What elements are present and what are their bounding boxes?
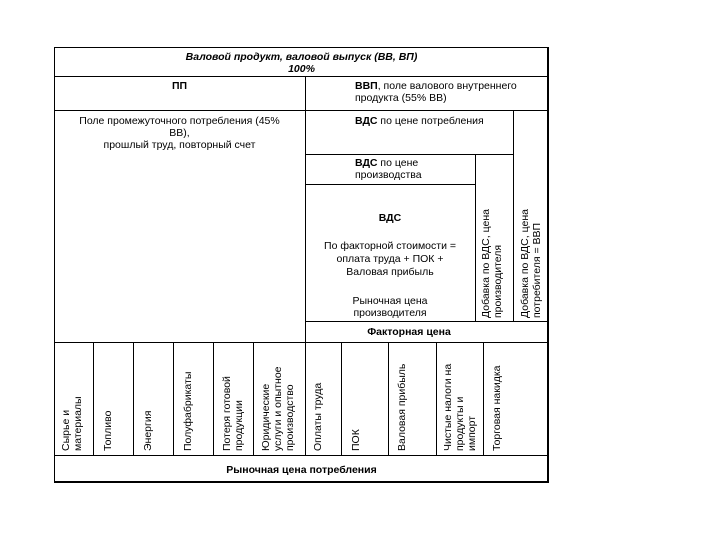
side-col-producer-line1: Добавка по ВДС, цена: [480, 209, 492, 318]
line-above-bottom-columns: [54, 342, 549, 343]
col-text-line: Валовая прибыль: [396, 363, 408, 451]
col-text-line: Топливо: [102, 410, 114, 451]
col-text-line: Оплаты труда: [312, 382, 324, 451]
col-text-line: Энергия: [142, 410, 154, 451]
side-col-consumer: [519, 209, 543, 318]
line-under-row3: [305, 184, 475, 185]
vds-consumer-price: ВДС по цене потребления: [355, 115, 484, 127]
line-above-factor-price: [305, 321, 549, 322]
diagram-title-percent: 100%: [288, 63, 315, 75]
col-legal-services: [260, 366, 296, 451]
col-gross-profit: [396, 364, 408, 451]
col-divider: [341, 342, 342, 455]
col-text-line: Потеря готовой: [221, 376, 233, 451]
intermediate-consumption-line1: Поле промежуточного потребления (45%: [79, 115, 280, 127]
vds-production-price-line2: производства: [355, 169, 422, 181]
col-text-line: продукты и: [454, 396, 466, 451]
vds-title: ВДС: [378, 212, 402, 224]
side-col-producer: [480, 209, 504, 318]
col-text-line: Сырье и: [60, 409, 72, 451]
vvp-label-line2: продукта (55% ВВ): [355, 92, 447, 104]
col-divider: [173, 342, 174, 455]
col-net-taxes: [442, 364, 478, 451]
col-energy: [142, 411, 154, 451]
col-raw-materials: [60, 396, 84, 451]
vvp-label-rest: , поле валового внутреннего: [377, 80, 517, 92]
market-producer-line2: производителя: [353, 307, 427, 319]
col-fuel: [102, 411, 114, 451]
col-text-line: материалы: [72, 396, 84, 451]
col-divider: [305, 342, 306, 455]
col-text-line: Торговая накидка: [491, 365, 503, 451]
side-col-consumer-line1: Добавка по ВДС, цена: [519, 209, 531, 318]
line-above-footer: [54, 455, 549, 456]
factor-price-label: Факторная цена: [367, 326, 451, 338]
col-divider: [133, 342, 134, 455]
line-side-col1: [475, 154, 476, 321]
col-divider: [93, 342, 94, 455]
col-product-loss: [221, 376, 245, 451]
col-semi-finished: [182, 372, 194, 451]
col-pok: [350, 429, 362, 451]
vds-factor-line3: Валовая прибыль: [346, 266, 434, 278]
vvp-label-line1: ВВП, поле валового внутреннего: [355, 80, 517, 92]
side-col-producer-line2: производителя: [492, 244, 504, 318]
line-side-col2: [513, 110, 514, 321]
col-text-line: Чистые налоги на: [442, 363, 454, 451]
line-under-row1: [54, 110, 549, 111]
col-text-line: продукции: [233, 400, 245, 451]
vds-factor-line1: По факторной стоимости =: [324, 240, 456, 252]
pp-label: ПП: [171, 80, 188, 92]
col-trade-markup: [491, 365, 503, 451]
col-divider: [436, 342, 437, 455]
intermediate-consumption-line3: прошлый труд, повторный счет: [103, 139, 256, 151]
col-divider: [388, 342, 389, 455]
col-text-line: производство: [284, 384, 296, 451]
col-text-line: ПОК: [350, 429, 362, 451]
vds-production-price-line1: ВДС по цене: [355, 157, 419, 169]
col-divider: [213, 342, 214, 455]
col-text-line: услуги и опытное: [272, 366, 284, 451]
col-text-line: Юридические: [260, 383, 272, 451]
footer-market-consumer-price: Рыночная цена потребления: [226, 464, 377, 476]
vds-factor-line2: оплата труда + ПОК +: [336, 253, 444, 265]
col-divider: [483, 342, 484, 455]
col-text-line: Полуфабрикаты: [182, 371, 194, 451]
side-col-consumer-line2: потребителя = ВВП: [531, 222, 543, 318]
market-producer-line1: Рыночная цена: [352, 295, 428, 307]
line-under-row2: [305, 154, 513, 155]
intermediate-consumption-line2: ВВ),: [169, 127, 190, 139]
line-under-header: [54, 76, 549, 77]
col-divider: [253, 342, 254, 455]
diagram-title: Валовой продукт, валовой выпуск (ВВ, ВП): [185, 51, 418, 63]
col-text-line: импорт: [466, 415, 478, 451]
col-labor-payment: [312, 383, 324, 451]
